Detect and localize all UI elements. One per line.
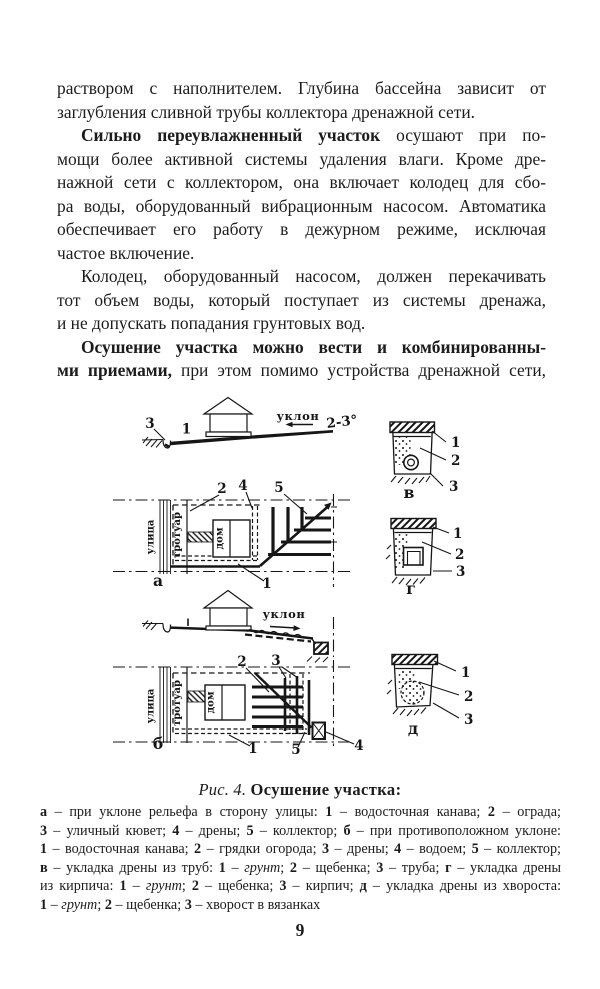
house-foundation [206,432,251,437]
house-roof-icon [204,398,252,415]
body-text-block [57,77,546,383]
label-5: 5 [291,742,301,758]
label-3: 3 [145,416,155,432]
legend-line: 1 – водосточная канава; 2 – грядки огорода; 3 – дрены; 4 – водоем; 5 – коллектор; [40,841,561,858]
label-3: 3 [271,653,281,669]
body-line: ра воды, оборудованный вибрационным насосом. Автоматика [57,195,546,216]
section-v-pipe-drain [390,422,460,502]
diagram-letter-v: в [403,483,415,502]
body-line: Осушение участка можно вести и комбинированны- [81,336,546,357]
label-1: 1 [248,741,258,757]
street-lines [160,500,171,574]
reservoir-box [314,643,328,655]
drain-dashed-bottom [175,729,307,734]
figure-legend [40,803,561,915]
body-line: тот объем воды, который поступает из системы дренажа, [57,289,546,310]
soil-band [390,422,435,433]
body-line: раствором с наполнителем. Глубина бассейна зависит от [57,78,546,98]
slope-profile-b [142,591,334,663]
page-number: 9 [295,920,305,940]
label-2: 2 [451,453,461,469]
body-line: Сильно переувлажненный участок осушают при по- [81,125,546,145]
street-ditch [163,624,171,633]
reservoir-hatch [307,657,328,663]
house-roof-icon [204,591,252,609]
street-label: улица [145,688,157,724]
label-1: 1 [453,526,463,542]
street-label: улица [145,519,157,555]
body-line: частое включение. [57,242,195,263]
label-3: 3 [464,712,474,728]
label-1: 1 [461,665,471,681]
pipe-icon [404,455,418,469]
figure-caption-title: Рис. 4. Осушение участка: [198,780,402,799]
label-1: 1 [451,435,461,451]
legend-line: 3 – уличный кювет; 4 – дрены; 5 – коллектор; б – при противоположном уклоне: [40,822,561,839]
house-walls-icon [210,608,247,626]
soil-band [392,655,438,665]
diagram-letter-g: г [406,579,416,598]
drain-dashed-vertical [253,506,258,560]
slope-direction-label: уклон [262,607,306,621]
label-2: 2 [464,689,474,705]
plan-b [113,653,364,758]
sidewalk-label: тротуар [172,512,183,558]
legend-line: 1 – грунт; 2 – щебенка; 3 – хворост в вязанках [40,896,321,913]
sidewalk-label: тротуар [172,680,183,726]
legend-line: из кирпича: 1 – грунт; 2 – щебенка; 3 – кирпич; д – укладка дрены из хвороста: [40,878,561,895]
ground-hatch [142,437,163,448]
leader-line [190,495,219,511]
body-line: ми приемами, при этом помимо устройства дренажной сети, [57,360,546,380]
label-2: 2 [455,547,465,563]
body-line: заглубления сливной трубы коллектора дренажной сети. [57,101,475,122]
slope-angle-label: 2-3° [325,412,359,432]
section-d-brushwood-drain [387,655,473,739]
street-lines [160,667,171,743]
slope-direction-label: уклон [276,409,320,423]
diagram-letter-d: д [407,719,419,738]
legend-line: в – укладка дрены из труб: 1 – грунт; 2 – щебенка; 3 – труба; г – укладка дрены [40,859,561,876]
section-g-brick-drain [386,519,465,599]
house-foundation [206,626,251,630]
slope-arrow [270,627,296,629]
label-3: 3 [449,479,459,495]
label-1: 1 [181,421,192,438]
collector-line [260,507,328,567]
body-line: нажной сети с коллектором, она включает колодец для сбо- [57,172,546,192]
label-5: 5 [274,480,284,496]
label-4: 4 [354,738,364,754]
body-line: Колодец, оборудованный насосом, должен перекачивать [81,266,546,286]
plan-a [113,478,353,592]
figure-4-drainage-diagrams [100,390,500,780]
label-2: 2 [237,654,247,670]
garden-bed-bars [252,687,303,727]
label-2: 2 [217,481,227,497]
label-4: 4 [238,478,248,494]
leader-line [154,429,165,440]
body-line: мощи более активной системы удаления влаги. Кроме дре- [57,148,546,169]
label-1: 1 [262,576,272,592]
body-line: и не допускать попадания грунтовых вод. [57,313,366,333]
walkway-hatched [188,691,205,702]
ground-hatch [142,621,163,631]
house-label: дом [205,691,217,714]
label-3: 3 [456,564,466,580]
leader-line [229,735,250,746]
slope-profile-a [142,398,358,449]
diagram-letter-a: а [152,571,164,590]
house-walls-icon [210,414,247,432]
brushwood-bundle [401,681,424,704]
legend-line: а – при уклоне рельефа в сторону улицы: 1 – водосточная канава; 2 – ограда; [40,804,561,820]
diagram-letter-b: б [152,734,164,753]
walkway-hatched [188,532,213,542]
house-label: дом [214,527,226,550]
slope-arrowhead [293,625,300,631]
body-line: обеспечивает его работу в дежурном режиме, исключая [57,219,546,239]
soil-band [391,519,436,529]
